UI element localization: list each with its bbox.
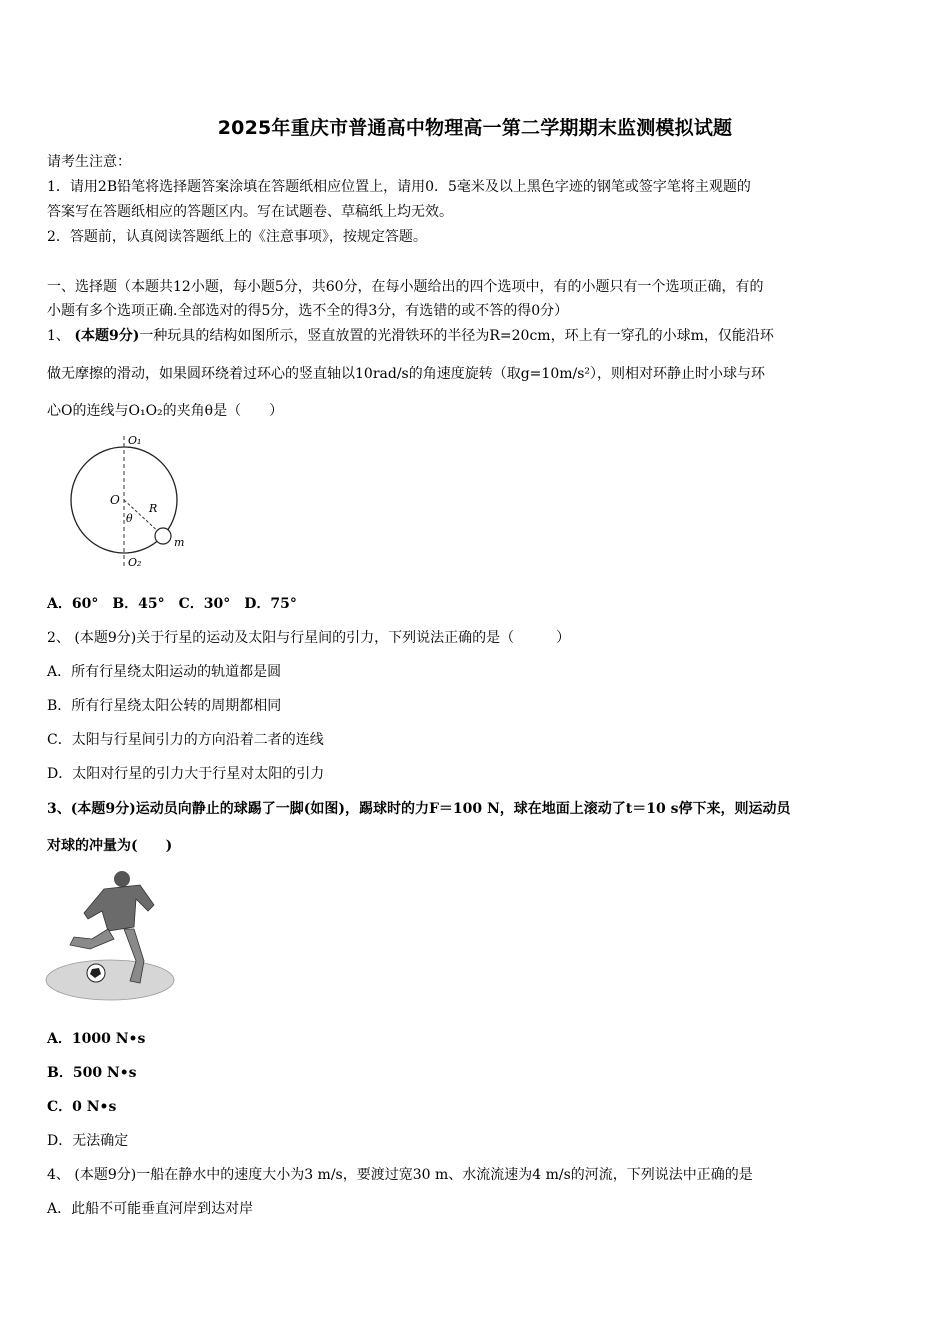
section-intro-1: 一、选择题（本题共12小题，每小题5分，共60分，在每小题给出的四个选项中，有的小题只有一个选项正确，有的 bbox=[47, 279, 764, 295]
q1-number: 1、 bbox=[47, 328, 70, 344]
player-kicking-leg bbox=[70, 929, 114, 949]
q3-option-c bbox=[47, 1098, 116, 1116]
q3-option-a bbox=[47, 1030, 145, 1048]
q3-option-c-text: C．0 N•s bbox=[47, 1099, 117, 1115]
ground-shadow bbox=[46, 960, 174, 1000]
q4-option-a: A．此船不可能垂直河岸到达对岸 bbox=[47, 1201, 254, 1217]
ring-diagram bbox=[64, 430, 194, 570]
label-theta: θ bbox=[126, 512, 133, 525]
player-head bbox=[114, 871, 130, 887]
section-intro-2: 小题有多个选项正确.全部选对的得5分，选不全的得3分，有选错的或不答的得0分） bbox=[47, 303, 569, 319]
ball-m bbox=[155, 528, 171, 544]
q3-option-a-text: A．1000 N•s bbox=[47, 1031, 146, 1047]
label-o2: O₂ bbox=[128, 556, 142, 569]
q2-option-a: A．所有行星绕太阳运动的轨道都是圆 bbox=[47, 664, 282, 680]
notice-heading: 请考生注意： bbox=[47, 154, 131, 170]
label-o: O bbox=[110, 493, 120, 507]
notice-item-1b: 答案写在答题纸相应的答题区内。写在试题卷、草稿纸上均无效。 bbox=[47, 204, 453, 220]
q2-option-d: D．太阳对行星的引力大于行星对太阳的引力 bbox=[47, 766, 325, 782]
q2-stem: 2、 (本题9分)关于行星的运动及太阳与行星间的引力，下列说法正确的是（ ） bbox=[47, 630, 571, 646]
q1-line-1 bbox=[47, 327, 774, 345]
q3-option-b bbox=[47, 1064, 137, 1082]
q1-text-1: 一种玩具的结构如图所示，竖直放置的光滑铁环的半径为R=20cm，环上有一穿孔的小球m，仅能沿环 bbox=[139, 328, 774, 344]
q2-option-c: C．太阳与行星间引力的方向沿着二者的连线 bbox=[47, 732, 324, 748]
soccer-player-illustration bbox=[44, 865, 176, 1005]
q3-line-2: 对球的冲量为( ) bbox=[47, 838, 173, 854]
notice-item-2: 2．答题前，认真阅读答题纸上的《注意事项》，按规定答题。 bbox=[47, 229, 427, 245]
q2-option-b: B．所有行星绕太阳公转的周期都相同 bbox=[47, 698, 282, 714]
q1-line-2: 做无摩擦的滑动，如果圆环绕着过环心的竖直轴以10rad/s的角速度旋转（取g=10m/s²），则相对环静止时小球与环 bbox=[47, 366, 766, 382]
q3-option-b-text: B．500 N•s bbox=[47, 1065, 137, 1081]
q4-stem: 4、 (本题9分)一船在静水中的速度大小为3 m/s，要渡过宽30 m、水流流速为4 m/s的河流，下列说法中正确的是 bbox=[47, 1167, 753, 1183]
label-m: m bbox=[174, 536, 185, 549]
player-torso bbox=[84, 885, 154, 931]
q1-tag: (本题9分) bbox=[74, 328, 140, 344]
label-r: R bbox=[149, 502, 158, 515]
notice-item-1a: 1．请用2B铅笔将选择题答案涂填在答题纸相应位置上，请用0．5毫米及以上黑色字迹的钢笔或签字笔将主观题的 bbox=[47, 179, 751, 195]
q3-option-d: D．无法确定 bbox=[47, 1133, 129, 1149]
q1-line-3: 心O的连线与O₁O₂的夹角θ是（ ） bbox=[47, 403, 284, 419]
page-title: 2025年重庆市普通高中物理高一第二学期期末监测模拟试题 bbox=[217, 117, 733, 139]
q1-options: A．60° B．45° C．30° D．75° bbox=[47, 596, 297, 612]
label-o1: O₁ bbox=[128, 434, 142, 447]
q3-line-1: 3、(本题9分)运动员向静止的球踢了一脚(如图)，踢球时的力F＝100 N，球在地面上滚动了t＝10 s停下来，则运动员 bbox=[47, 801, 791, 817]
